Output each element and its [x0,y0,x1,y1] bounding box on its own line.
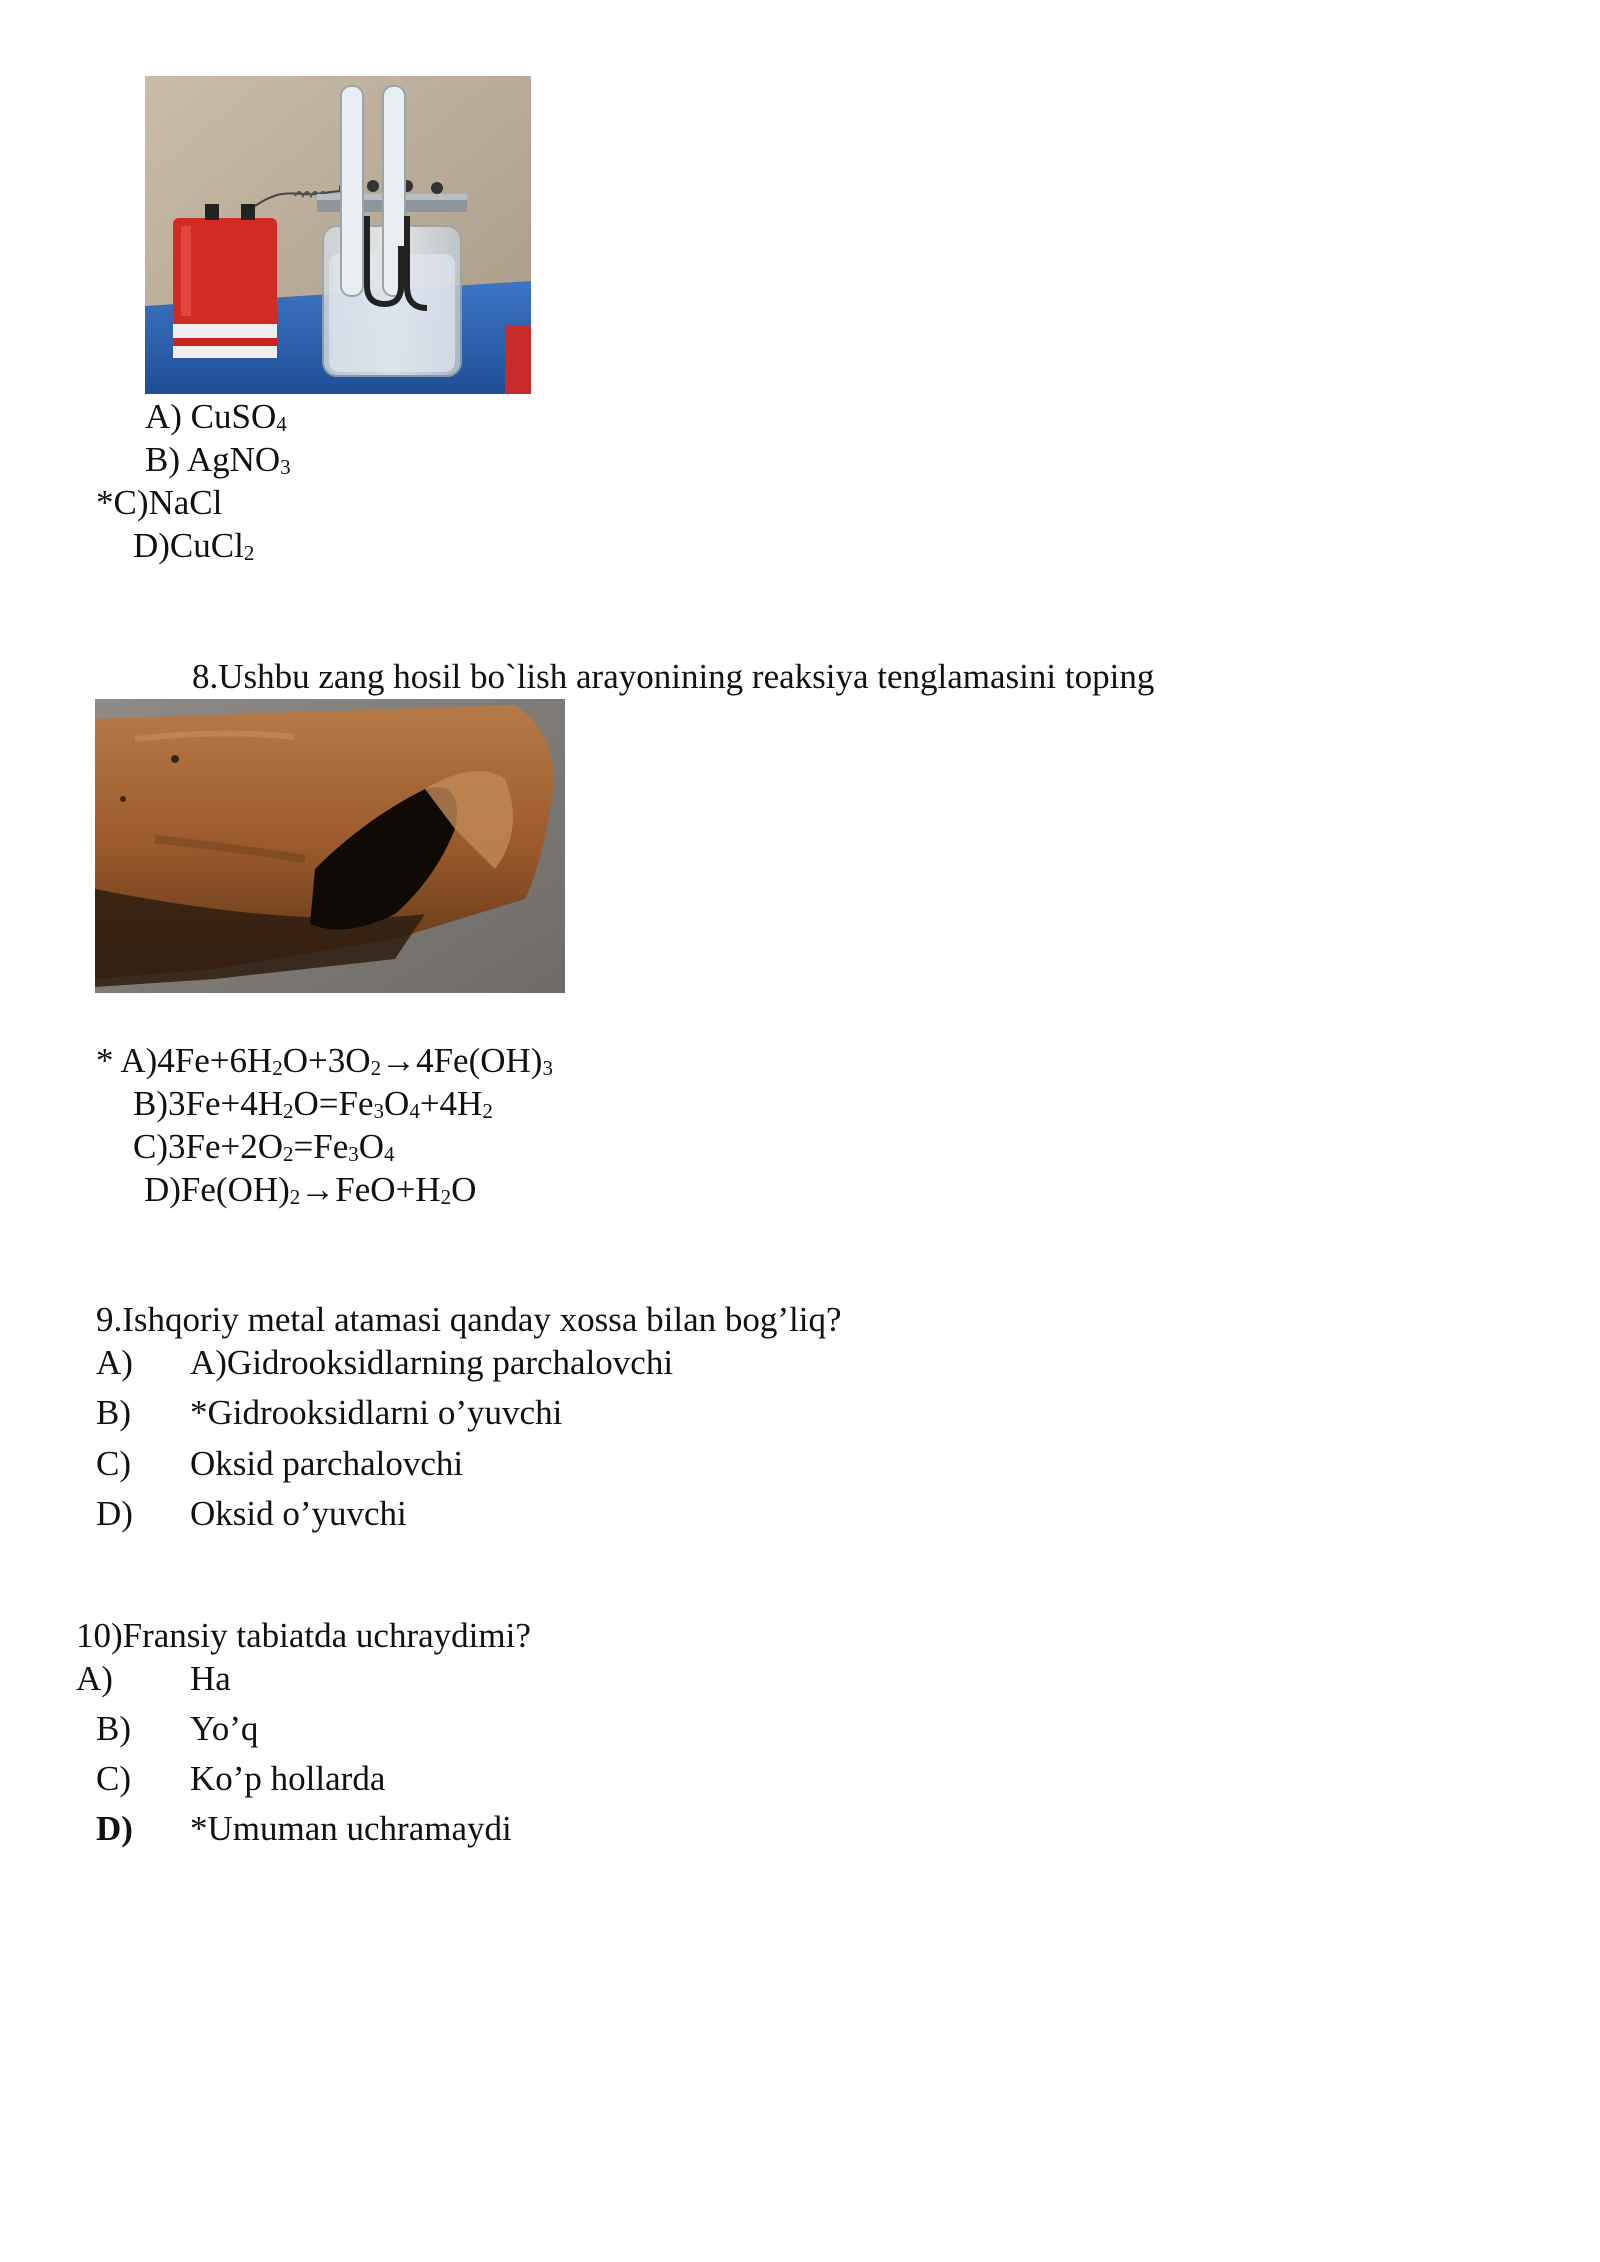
electrolysis-photo [145,76,531,394]
q8-option-a: * $A)4Fe+6H_2O+3O_2\to 4Fe(OH)_3$ [96,1041,553,1081]
q9-option-b-text: *Gidrooksidlarni o’yuvchi [190,1393,563,1432]
q10-option-b-text: Yo’q [190,1709,259,1748]
q10-option-a-label: A) [76,1659,113,1698]
q10-option-c-text: Ko’p hollarda [190,1759,386,1798]
q8-question: 8.Ushbu zang hosil bo`lish arayonining reaksiya tenglamasini toping [192,657,1155,696]
q8-option-c: $C)3Fe+2O_2=Fe_3O_4$ [133,1127,395,1167]
q9-option-a-label: A) [96,1343,133,1382]
q7-option-a: A) CuSO$_4$ [145,397,287,437]
q8-option-d: $D)Fe(OH)_2\to FeO+H_2O$ [144,1170,477,1210]
q8-option-b: $B)3Fe+4H_2O=Fe_3O_4+4H_2$ [133,1084,493,1124]
q9-option-c-text: Oksid parchalovchi [190,1444,464,1483]
q10-option-d-text: *Umuman uchramaydi [190,1809,512,1848]
q10-option-d-label: D) [96,1809,133,1848]
q9-option-c-label: C) [96,1444,131,1483]
q9-option-d-label: D) [96,1494,133,1533]
q7-option-d: D)CuCl$_2$ [133,526,255,566]
electrolysis-illustration [145,76,531,394]
q9-option-d-text: Oksid o’yuvchi [190,1494,407,1533]
q10-option-b-label: B) [96,1709,131,1748]
q9-option-a-text: A)Gidrooksidlarning parchalovchi [190,1343,674,1382]
q10-option-a-text: Ha [190,1659,231,1698]
rusted-pipe-illustration [95,699,565,993]
q10-option-c-label: C) [96,1759,131,1798]
q7-option-b: B) AgNO$_3$ [145,440,291,480]
q9-option-b-label: B) [96,1393,131,1432]
rust-photo [95,699,565,993]
q9-question: 9.Ishqoriy metal atamasi qanday xossa bilan bog’liq? [96,1300,842,1339]
q7-option-c: *C)NaCl [96,483,223,522]
q10-question: 10)Fransiy tabiatda uchraydimi? [76,1616,531,1655]
